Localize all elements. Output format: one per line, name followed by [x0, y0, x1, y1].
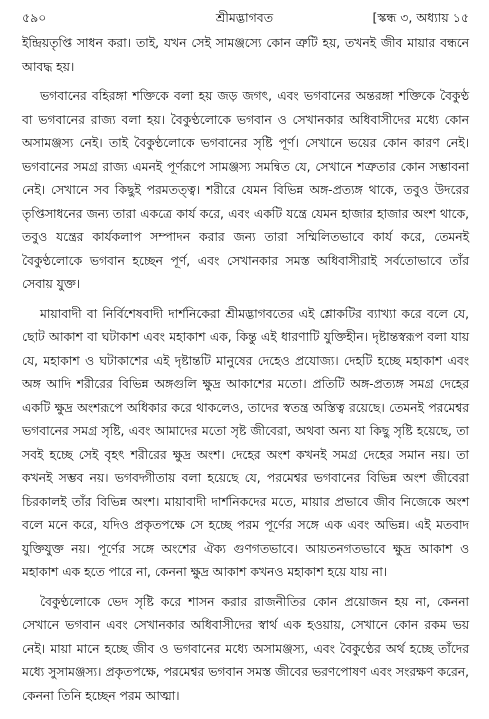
book-title: শ্রীমদ্ভাগবত	[215, 10, 274, 25]
section-reference: [স্কন্ধ ৩, অধ্যায় ১৫	[372, 10, 469, 25]
paragraph: মায়াবাদী বা নির্বিশেষবাদী দার্শনিকেরা শ্রীমদ্ভাগবতের এই শ্লোকটির ব্যাখ্যা করে বলে যে, ছোট আকাশ বা ঘটাকাশ এবং মহাকাশ এক, কিন্তু এই ধারণাটি যুক্তিহীন। দৃষ্টান্তস্বরূপ বলা যায় যে, মহাকাশ ও ঘটাকাশের এই দৃষ্টান্তটি মানুষের দেহেও প্রযোজ্য। দেহটি হচ্ছে মহাকাশ এবং অঙ্গ আদি শরীরের বিভিন্ন অঙ্গগুলি ক্ষুদ্র আকাশের মতো। প্রতিটি অঙ্গ-প্রত্যঙ্গ সমগ্র দেহের একটি ক্ষুদ্র অংশরূপে অধিকার করে থাকলেও, তাদের স্বতন্ত্র অস্তিত্ব রয়েছে। তেমনই পরমেশ্বর ভগবানের সমগ্র সৃষ্টি, এবং আমাদের মতো সৃষ্ট জীবেরা, অথবা অন্য যা কিছু সৃষ্টি হয়েছে, তা সবই হচ্ছে সেই বৃহৎ শরীরের ক্ষুদ্র অংশ। দেহের অংশ কখনই সমগ্র দেহের সমান নয়। তা কখনই সম্ভব নয়। ভগবদ্গীতায় বলা হয়েছে যে, পরমেশ্বর ভগবানের বিভিন্ন অংশ জীবেরা চিরকালই তাঁর বিভিন্ন অংশ। মায়াবাদী দার্শনিকদের মতে, মায়ার প্রভাবে জীব নিজেকে অংশ বলে মনে করে, যদিও প্রকৃতপক্ষে সে হচ্ছে পরম পূর্ণের সঙ্গে এক এবং অভিন্ন। এই মতবাদ যুক্তিযুক্ত নয়। পূর্ণের সঙ্গে অংশের ঐক্য গুণগতভাবে। আয়তনগতভাবে ক্ষুদ্র আকাশ ও মহাকাশ এক হতে পারে না, কেননা ক্ষুদ্র আকাশ কখনও মহাকাশ হয়ে যায় না।	[22, 306, 469, 579]
paragraph: ভগবানের বহিরঙ্গা শক্তিকে বলা হয় জড় জগৎ, এবং ভগবানের অন্তরঙ্গা শক্তিকে বৈকুণ্ঠ বা ভগবানের রাজ্য বলা হয়। বৈকুণ্ঠলোকে ভগবান ও সেখানকার অধিবাসীদের মধ্যে কোন অসামঞ্জস্য নেই। তাই বৈকুণ্ঠলোকে ভগবানের সৃষ্টি পূর্ণ। সেখানে ভয়ের কোন কারণ নেই। ভগবানের সমগ্র রাজ্য এমনই পূর্ণরূপে সামঞ্জস্য সমন্বিত যে, সেখানে শত্রুতার কোন সম্ভাবনা নেই। সেখানে সব কিছুই পরমতত্ত্ব। শরীরে যেমন বিভিন্ন অঙ্গ-প্রত্যঙ্গ থাকে, তবুও উদরের তৃপ্তিসাধনের জন্য তারা একত্রে কার্য করে, এবং একটি যন্ত্রে যেমন হাজার হাজার অংশ থাকে, তবুও যন্ত্রের কার্যকলাপ সম্পাদন করার জন্য তারা সম্মিলিতভাবে কার্য করে, তেমনই বৈকুণ্ঠলোকে ভগবান হচ্ছেন পূর্ণ, এবং সেখানকার সমস্ত অধিবাসীরাই সর্বতোভাবে তাঁর সেবায় যুক্ত।	[22, 89, 469, 291]
paragraph: ইন্দ্রিয়তৃপ্তি সাধন করা। তাই, যখন সেই সামঞ্জস্যে কোন ত্রুটি হয়, তখনই জীব মায়ার বন্ধনে আবদ্ধ হয়।	[22, 36, 469, 74]
page-number: ৫৯০	[22, 10, 47, 25]
page-body	[22, 32, 469, 708]
page-header	[22, 10, 469, 32]
paragraph: বৈকুণ্ঠলোকে ভেদ সৃষ্টি করে শাসন করার রাজনীতির কোন প্রয়োজন হয় না, কেননা সেখানে ভগবান এবং সেখানকার অধিবাসীদের স্বার্থ এক হওয়ায়, সেখানে কোন রকম ভয় নেই। মায়া মানে হচ্ছে জীব ও ভগবানের মধ্যে অসামঞ্জস্য, এবং বৈকুণ্ঠের অর্থ হচ্ছে তাঁদের মধ্যে সুসামঞ্জস্য। প্রকৃতপক্ষে, পরমেশ্বর ভগবান সমস্ত জীবের ভরণপোষণ এবং সংরক্ষণ করেন, কেননা তিনি হচ্ছেন পরম আত্মা।	[22, 594, 469, 703]
